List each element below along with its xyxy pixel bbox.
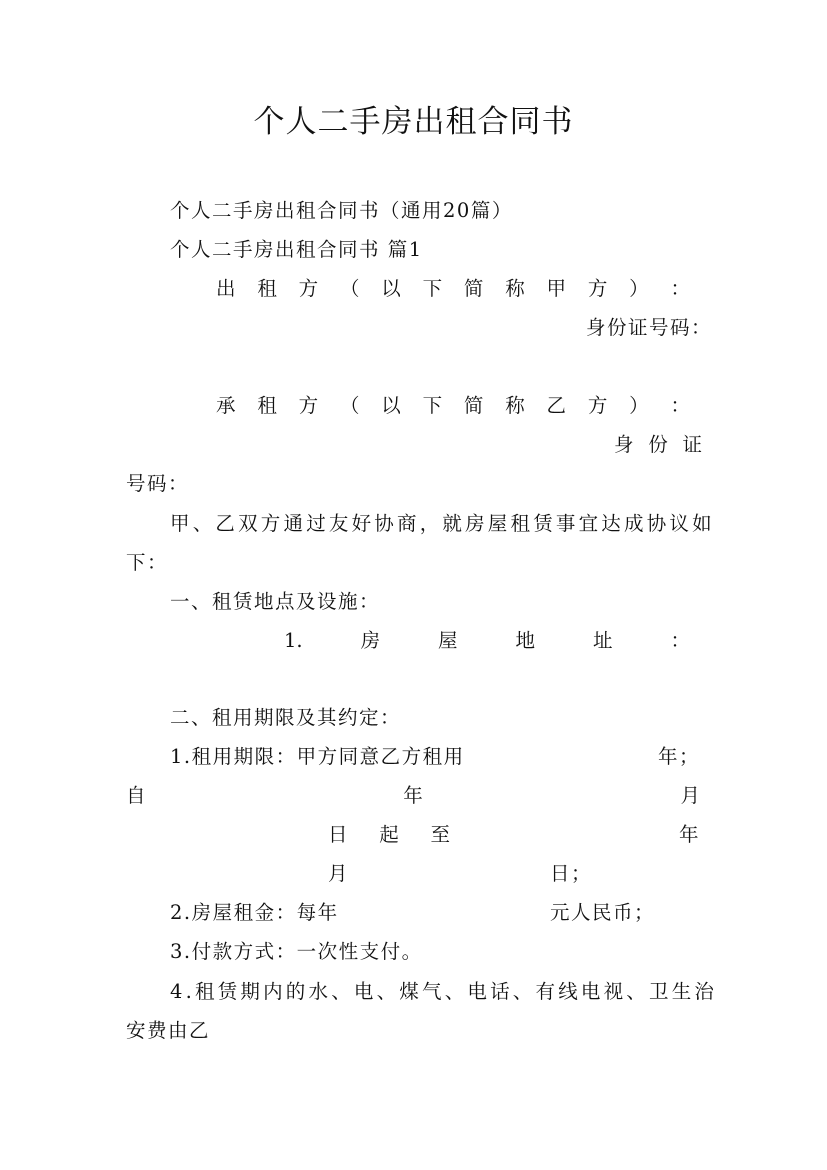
day-label: 日	[328, 823, 348, 846]
lessee-line	[216, 392, 690, 420]
utilities-line1: 4.租赁期内的水、电、煤气、电话、有线电视、卫生治	[170, 980, 718, 1003]
term-year: 年；	[657, 745, 700, 768]
term-label: 1.租用期限：甲方同意乙方租用	[170, 745, 465, 768]
from-year: 年	[403, 784, 423, 807]
address-part: 址	[592, 629, 613, 652]
lessor-char: ）	[629, 277, 649, 300]
from-label: 自	[126, 784, 146, 807]
to-word: 至	[430, 823, 450, 846]
to-year: 年	[678, 823, 700, 846]
address-part: ：	[670, 629, 690, 652]
document-subtitle: 个人二手房出租合同书（通用20篇）	[170, 199, 513, 222]
lessor-char: 租	[257, 277, 277, 300]
lessor-char: ：	[670, 277, 690, 300]
intro-paragraph-line1: 甲、乙双方通过友好协商，就房屋租赁事宜达成协议如	[170, 512, 715, 535]
lessee-id-char: 身	[614, 433, 634, 456]
lessee-char: ：	[670, 394, 690, 417]
address-part: 屋	[438, 629, 458, 652]
lessee-char: （	[339, 394, 360, 417]
lessor-char: 方	[298, 277, 319, 300]
rent-label: 2.房屋租金：每年	[170, 901, 339, 924]
lessee-char: 简	[463, 394, 484, 417]
lessee-char: 称	[505, 394, 525, 417]
lessor-char: 方	[587, 277, 608, 300]
lessee-id-line	[614, 431, 702, 459]
lessee-char: 以	[381, 394, 401, 417]
lessor-char: 出	[216, 277, 236, 300]
from-date-line	[126, 782, 700, 810]
address-part: 地	[515, 629, 536, 652]
from-month: 月	[680, 784, 700, 807]
lessor-char: 称	[505, 277, 525, 300]
address-line	[284, 627, 690, 655]
lessee-id-rest: 号码：	[126, 472, 190, 495]
lessee-char: 乙	[546, 394, 567, 417]
lessee-char: ）	[629, 394, 649, 417]
lessee-char: 承	[216, 394, 236, 417]
to-day: 日；	[550, 862, 593, 885]
lessor-char: 下	[422, 277, 443, 300]
lessor-char: 以	[381, 277, 401, 300]
article1-heading: 一、租赁地点及设施：	[170, 590, 381, 613]
lessor-char: （	[339, 277, 360, 300]
lessor-line	[216, 275, 690, 303]
lessee-char: 方	[298, 394, 319, 417]
section-heading: 个人二手房出租合同书 篇1	[170, 238, 423, 261]
lessee-id-char: 证	[682, 433, 702, 456]
lessor-char: 简	[463, 277, 484, 300]
lessor-id-label: 身份证号码：	[585, 316, 712, 339]
from-word: 起	[379, 823, 399, 846]
lessee-char: 下	[422, 394, 443, 417]
lessee-id-char: 份	[648, 433, 668, 456]
rent-unit: 元人民币；	[550, 901, 656, 924]
lessee-char: 方	[587, 394, 608, 417]
day-from-to-line	[328, 821, 450, 849]
lessor-char: 甲	[546, 277, 567, 300]
article2-heading: 二、租用期限及其约定：	[170, 706, 402, 729]
address-part: 房	[360, 629, 381, 652]
intro-paragraph-line2: 下：	[126, 551, 169, 574]
address-part: 1.	[284, 629, 303, 652]
payment-method: 3.付款方式：一次性支付。	[170, 940, 423, 963]
to-month: 月	[328, 862, 350, 885]
document-title: 个人二手房出租合同书	[253, 104, 574, 140]
utilities-line2: 安费由乙	[126, 1019, 211, 1042]
lessee-char: 租	[257, 394, 277, 417]
